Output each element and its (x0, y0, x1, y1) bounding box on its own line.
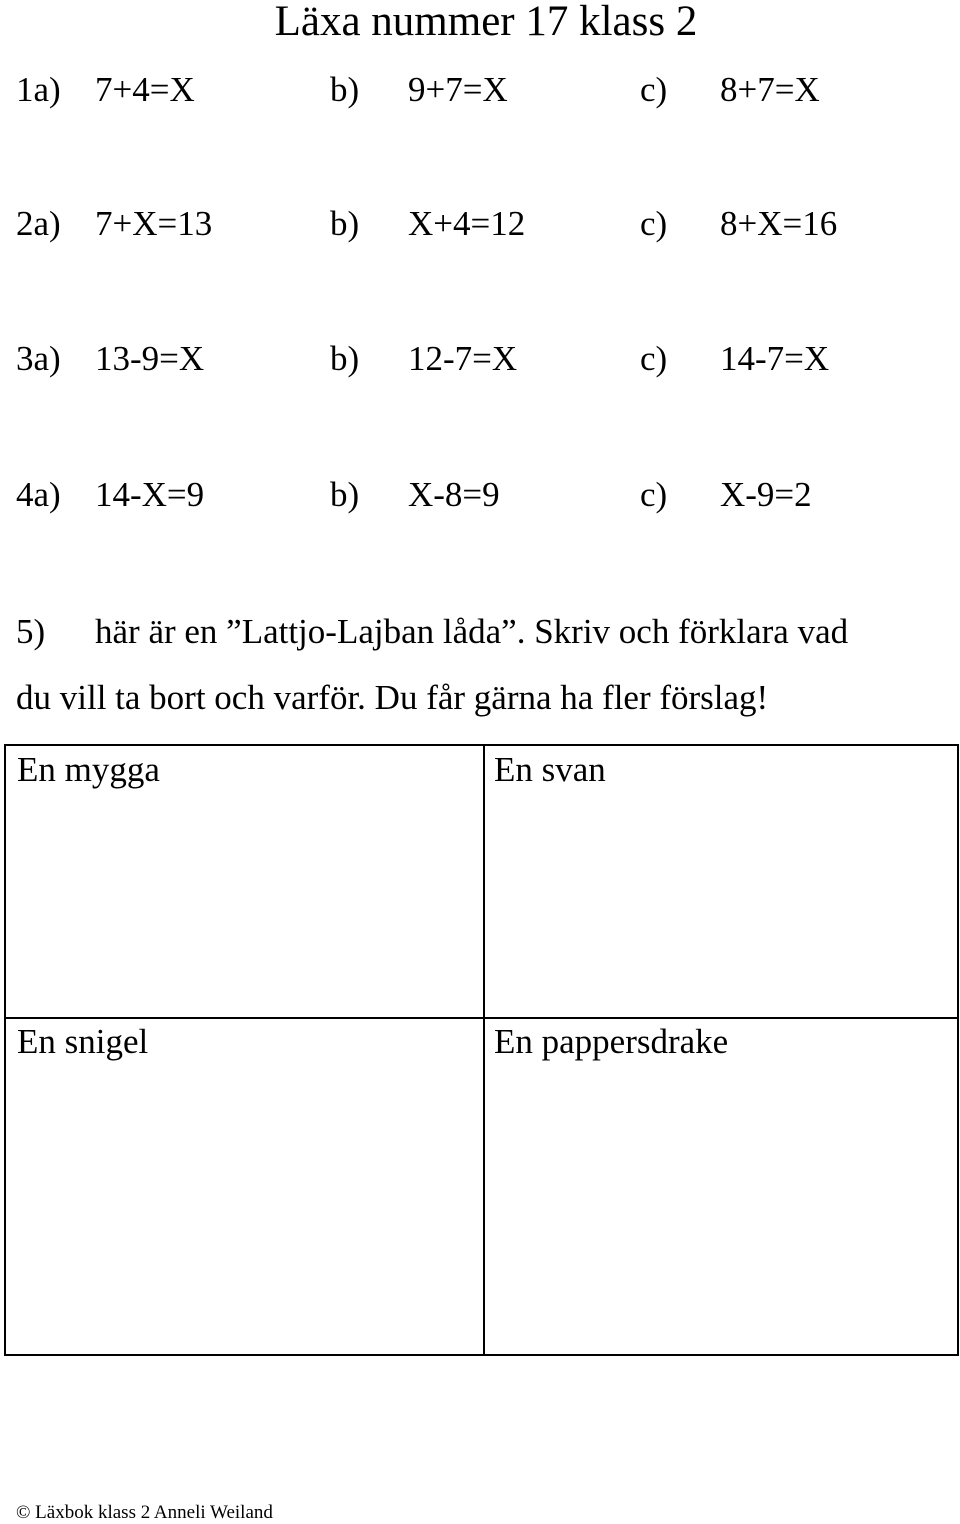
equation-c: 8+7=X (720, 70, 820, 109)
equation-b: 12-7=X (408, 339, 518, 378)
task-5-instruction-line-2: du vill ta bort och varför. Du får gärna ha fler förslag! (16, 678, 769, 717)
cell-label-kite: En pappersdrake (494, 1022, 729, 1061)
task-5-instruction-line-1: här är en ”Lattjo-Lajban låda”. Skriv och förklara vad (95, 612, 849, 651)
equation-a: 14-X=9 (95, 475, 205, 514)
equation-c: X-9=2 (720, 475, 812, 514)
equation-b-label: b) (330, 70, 360, 109)
task-number: 3a) (16, 339, 61, 378)
task-5-number: 5) (16, 612, 46, 651)
grid-horizontal-divider (6, 1017, 957, 1019)
cell-label-mosquito: En mygga (17, 750, 160, 789)
copyright-footer: © Läxbok klass 2 Anneli Weiland (16, 1502, 273, 1523)
equation-b-label: b) (330, 339, 360, 378)
equation-c: 14-7=X (720, 339, 830, 378)
equation-b-label: b) (330, 204, 360, 243)
task-number: 1a) (16, 70, 61, 109)
equation-b: X-8=9 (408, 475, 500, 514)
page-title: Läxa nummer 17 klass 2 (274, 0, 698, 45)
equation-b: 9+7=X (408, 70, 508, 109)
task-row-3 (0, 339, 960, 379)
task-number: 2a) (16, 204, 61, 243)
equation-c: 8+X=16 (720, 204, 838, 243)
task-row-4 (0, 475, 960, 515)
equation-a: 13-9=X (95, 339, 205, 378)
grid-vertical-divider (483, 746, 485, 1354)
equation-c-label: c) (640, 70, 668, 109)
task-row-1 (0, 70, 960, 110)
equation-a: 7+4=X (95, 70, 195, 109)
answer-grid (4, 744, 959, 1356)
cell-label-swan: En svan (494, 750, 606, 789)
equation-c-label: c) (640, 339, 668, 378)
equation-b-label: b) (330, 475, 360, 514)
task-row-2 (0, 204, 960, 244)
equation-b: X+4=12 (408, 204, 526, 243)
equation-c-label: c) (640, 475, 668, 514)
equation-a: 7+X=13 (95, 204, 213, 243)
cell-label-snail: En snigel (17, 1022, 149, 1061)
equation-c-label: c) (640, 204, 668, 243)
task-number: 4a) (16, 475, 61, 514)
